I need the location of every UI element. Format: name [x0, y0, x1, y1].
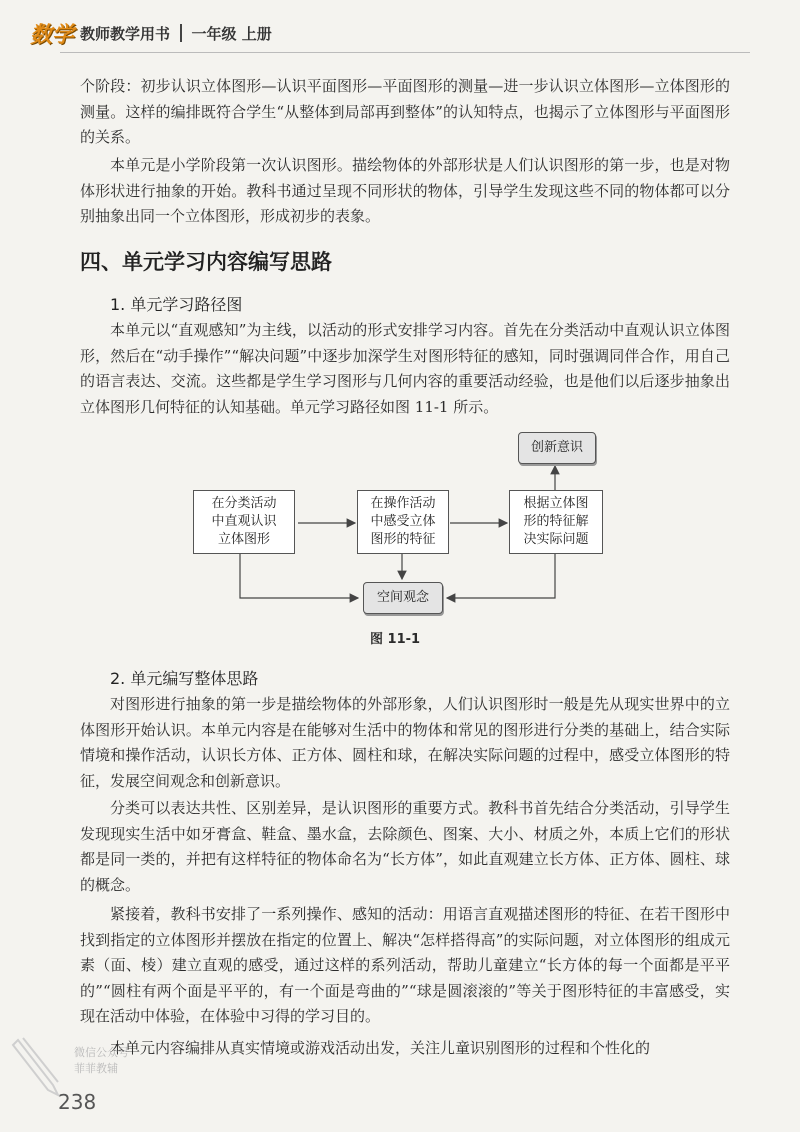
- paragraph-2: 本单元是小学阶段第一次认识图形。描绘物体的外部形状是人们认识图形的第一步，也是对物体形状进行抽象的开始。教科书通过呈现不同形状的物体，引导学生发现这些不同的物体都可以分别抽象出同一个立体图形，形成初步的表象。: [80, 156, 730, 225]
- learning-path-diagram: [185, 428, 625, 628]
- header-divider: [180, 24, 182, 42]
- figure-caption: 图 11-1: [370, 632, 421, 647]
- book-title: 教师教学用书: [80, 24, 171, 43]
- paragraph-5: 分类可以表达共性、区别差异，是认识图形的重要方式。教科书首先结合分类活动，引导学生发现现实生活中如牙膏盒、鞋盒、墨水盒，去除颜色、图案、大小、材质之外，本质上它们的形状都是同一类的，并把有这样特征的物体命名为“长方体”，如此直观建立长方体、正方体、圆柱、球的概念。: [80, 799, 730, 894]
- grade-label: 一年级 上册: [191, 24, 272, 43]
- path-node-solve: 根据立体图 形的特征解 决实际问题: [509, 490, 603, 554]
- subject-logo: 数学: [30, 22, 75, 48]
- paragraph-3: 本单元以“直观感知”为主线，以活动的形式安排学习内容。首先在分类活动中直观认识立体图形，然后在“动手操作”“解决问题”中逐步加深学生对图形特征的感知，同时强调同伴合作，用自己的语言表达、交流。这些都是学生学习图形与几何内容的重要活动经验，也是他们以后逐步抽象出立体图形几何特征的认知基础。单元学习路径如图 11-1 所示。: [80, 321, 730, 416]
- paragraph-7: 本单元内容编排从真实情境或游戏活动出发，关注儿童识别图形的过程和个性化的: [110, 1039, 651, 1057]
- watermark-line-2: 菲菲教辅: [74, 1062, 118, 1075]
- subheading-2: 2. 单元编写整体思路: [110, 669, 259, 688]
- spatial-concept-node: 空间观念: [363, 582, 443, 614]
- path-node-operate: 在操作活动 中感受立体 图形的特征: [357, 490, 449, 554]
- subheading-1: 1. 单元学习路径图: [110, 295, 243, 314]
- paragraph-6: 紧接着，教科书安排了一系列操作、感知的活动：用语言直观描述图形的特征、在若干图形中找到指定的立体图形并摆放在指定的位置上、解决“怎样搭得高”的实际问题，对立体图形的组成元素（面、棱）建立直观的感受，通过这样的系列活动，帮助儿童建立“长方体的每一个面都是平平的”“圆柱有两个面是平平的，有一个面是弯曲的”“球是圆滚滚的”等关于图形特征的丰富感受，实现在活动中体验，在体验中习得的学习目的。: [80, 905, 730, 1025]
- path-node-classify: 在分类活动 中直观认识 立体图形: [193, 490, 295, 554]
- paragraph-4: 对图形进行抽象的第一步是描绘物体的外部形象，人们认识图形时一般是先从现实世界中的立体图形开始认识。本单元内容是在能够对生活中的物体和常见的图形进行分类的基础上，结合实际情境和操作活动，认识长方体、正方体、圆柱和球，在解决实际问题的过程中，感受立体图形的特征，发展空间观念和创新意识。: [80, 695, 730, 790]
- running-header: [30, 16, 272, 50]
- header-rule: [60, 52, 750, 53]
- page-number: 238: [58, 1090, 97, 1114]
- innovation-node: 创新意识: [518, 432, 596, 464]
- watermark: [74, 1045, 129, 1077]
- section-heading: 四、单元学习内容编写思路: [80, 250, 332, 274]
- arrow-1-to-bottom: [240, 553, 358, 598]
- watermark-line-1: 微信公众号: [74, 1046, 129, 1059]
- paragraph-1: 个阶段：初步认识立体图形—认识平面图形—平面图形的测量—进一步认识立体图形—立体图形的测量。这样的编排既符合学生“从整体到局部再到整体”的认知特点，也揭示了立体图形与平面图形的关系。: [80, 77, 730, 146]
- arrow-3-to-bottom: [447, 553, 555, 598]
